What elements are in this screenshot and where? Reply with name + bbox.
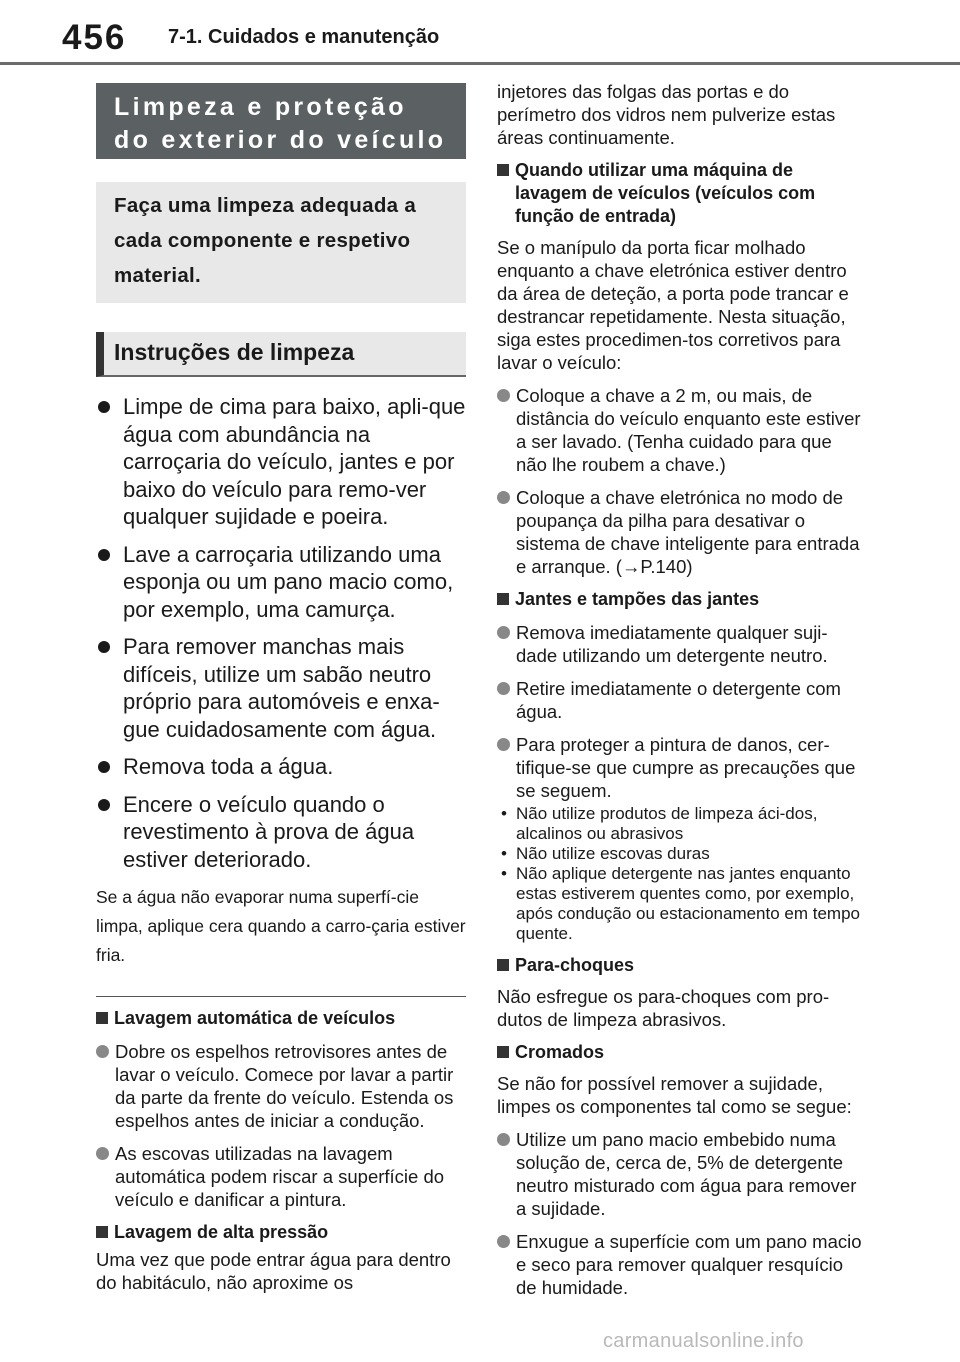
square-bullet-icon [96,1012,108,1024]
dot-icon: • [501,844,507,863]
instruction-item: Remova toda a água. [96,753,466,781]
instruction-item: Encere o veículo quando o revestimento à prova de água estiver deteriorado. [96,791,466,874]
list-item: Enxugue a superfície com um pano macio e seco para remover qualquer resquício de humidade. [497,1230,867,1299]
heading-high-pressure: Lavagem de alta pressão [96,1221,466,1244]
bullet-icon [98,761,110,773]
bullet-icon [98,799,110,811]
list-item: As escovas utilizadas na lavagem automática podem riscar a superfície do veículo e danificar a pintura. [96,1142,466,1211]
square-bullet-icon [497,593,509,605]
square-bullet-icon [497,1046,509,1058]
circle-bullet-icon [96,1045,109,1058]
entry-function-text: Se o manípulo da porta ficar molhado enquanto a chave eletrónica estiver dentro da área de deteção, a porta pode trancar e destrancar repetidamente. Nesta situação, siga estes procedimen-tos corretivos para lavar o veículo: [497,237,849,373]
list-item: Retire imediatamente o detergente com água. [497,677,867,723]
circle-bullet-icon [96,1147,109,1160]
heading-wheels: Jantes e tampões das jantes [497,588,867,611]
instruction-item: Lave a carroçaria utilizando uma esponja ou um pano macio como, por exemplo, uma camurça. [96,541,466,624]
watermark: carmanualsonline.info [603,1330,804,1352]
heading-entry-function: Quando utilizar uma máquina de lavagem de veículos (veículos com função de entrada) [497,159,867,228]
dot-icon: • [501,864,507,883]
divider [96,996,466,997]
circle-bullet-icon [497,1133,510,1146]
circle-bullet-icon [497,389,510,402]
left-column [96,83,466,1294]
subheading-cleaning-instructions: Instruções de limpeza [96,332,466,377]
heading-chrome: Cromados [497,1041,867,1064]
circle-bullet-icon [497,682,510,695]
heading-bumpers: Para-choques [497,954,867,977]
precautions-list [497,804,867,944]
bullet-icon [98,401,110,413]
bullet-icon [98,641,110,653]
section-title: 7-1. Cuidados e manutenção [168,26,440,48]
square-bullet-icon [497,164,509,176]
circle-bullet-icon [497,626,510,639]
intro-box: Faça uma limpeza adequada a cada componente e respetivo material. [96,182,466,303]
bullet-icon [98,549,110,561]
square-bullet-icon [497,959,509,971]
list-item: Coloque a chave eletrónica no modo de poupança da pilha para desativar o sistema de chave inteligente para entrada e arranque. (→P.140) [497,486,867,578]
instruction-item: Para remover manchas mais difíceis, utilize um sabão neutro próprio para automóveis e enxa-gue cuidadosamente com água. [96,633,466,743]
square-bullet-icon [96,1226,108,1238]
page-header [0,0,960,66]
circle-bullet-icon [497,491,510,504]
continued-text: injetores das folgas das portas e do perímetro dos vidros nem pulverize estas áreas continuamente. [497,81,836,148]
dot-icon: • [501,804,507,823]
precaution-item: • Não utilize escovas duras [501,844,710,863]
precaution-item: • Não aplique detergente nas jantes enquanto estas estiverem quentes como, por exemplo, após condução ou estacionamento em tempo quente. [501,864,861,943]
instruction-item: Limpe de cima para baixo, apli-que água com abundância na carroçaria do veículo, jantes e por baixo do veículo para remo-ver qualquer sujidade e poeira. [96,393,466,531]
bumpers-text: Não esfregue os para-choques com pro-dutos de limpeza abrasivos. [497,986,830,1030]
precaution-item: • Não utilize produtos de limpeza áci-dos, alcalinos ou abrasivos [501,804,818,843]
circle-bullet-icon [497,1235,510,1248]
heading-auto-wash: Lavagem automática de veículos [96,1007,466,1030]
right-column [497,80,867,1299]
high-pressure-text: Uma vez que pode entrar água para dentro do habitáculo, não aproxime os [96,1249,451,1293]
topic-title: Limpeza e proteção do exterior do veículo [96,83,466,159]
list-item: Remova imediatamente qualquer suji-dade utilizando um detergente neutro. [497,621,867,667]
circle-bullet-icon [497,738,510,751]
list-item: Para proteger a pintura de danos, cer-tifique-se que cumpre as precauções que se seguem. [497,733,867,802]
page-number: 456 [62,18,127,57]
header-rule [0,62,960,65]
list-item: Coloque a chave a 2 m, ou mais, de distância do veículo enquanto este estiver a ser lavado. (Tenha cuidado para que não lhe roubem a chave.) [497,384,867,476]
list-item: Dobre os espelhos retrovisores antes de lavar o veículo. Comece por lavar a partir da parte da frente do veículo. Estenda os espelhos antes de iniciar a condução. [96,1040,466,1132]
wax-note: Se a água não evaporar numa superfí-cie limpa, aplique cera quando a carro-çaria estiver fria. [96,887,466,965]
list-item: Utilize um pano macio embebido numa solução de, cerca de, 5% de detergente neutro misturado com água para remover a sujidade. [497,1128,867,1220]
instruction-list [96,393,466,873]
chrome-text: Se não for possível remover a sujidade, limpes os componentes tal como se segue: [497,1073,852,1117]
